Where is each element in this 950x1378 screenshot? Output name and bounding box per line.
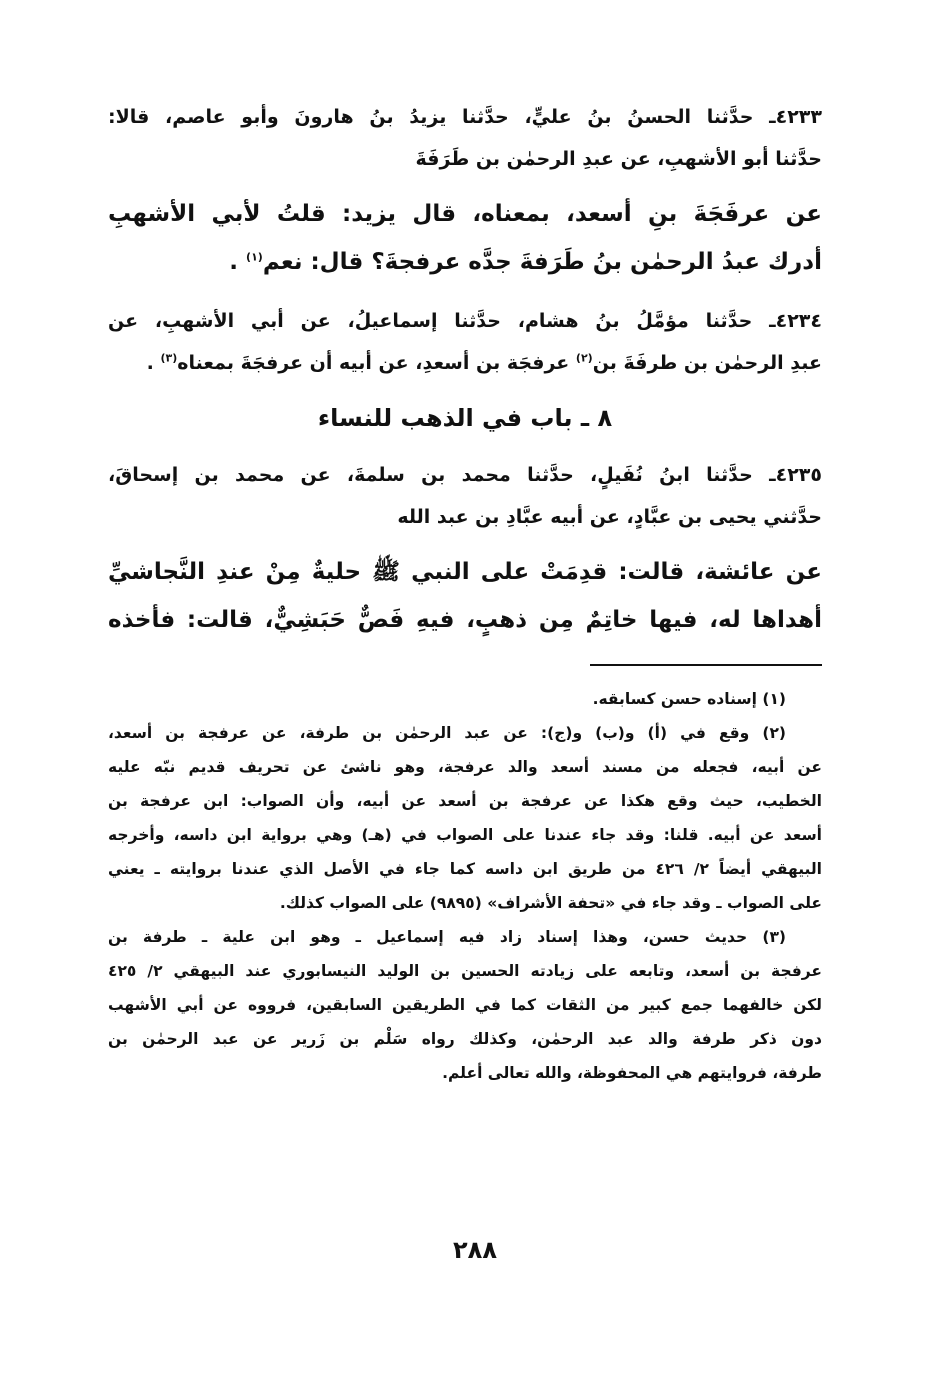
- isnad-text: عرفجَة بن أسعدِ، عن أبيه أن عرفجَةَ بمعناه: [177, 352, 576, 374]
- page-body: [108, 96, 822, 1090]
- matn-line: أهداها له، فيها خاتِمٌ مِن ذهبٍ، فيهِ فَصٌّ حَبَشِيٌّ، قالت: فأخذه: [108, 607, 822, 633]
- footnote-2-line: الخطيب، حيث وقع هكذا عن عرفجة بن أسعد عن أبيه، وأن الصواب: ابن عرفجة بن: [108, 792, 822, 810]
- footnote-2-line: عن أبيه، فجعله من مسند أسعد والد عرفجة، وهو ناشئ عن تحريف قديم نبّه عليه: [108, 758, 822, 776]
- footnote-divider: [590, 664, 822, 666]
- isnad-line: حدَّثنا أبو الأشهبِ، عن عبدِ الرحمٰن بن طَرَفَةَ: [415, 148, 822, 170]
- footnote-3-line: عرفجة بن أسعد، وتابعه على زيادته الحسين بن الوليد النيسابوري عند البيهقي ٢/ ٤٢٥: [108, 962, 822, 980]
- footnote-ref-2[interactable]: (٢): [575, 351, 593, 365]
- footnote-2-line: أسعد عن أبيه. قلنا: وقد جاء عندنا على الصواب في (هـ) وهي برواية ابن داسه، وأخرجه: [108, 826, 822, 844]
- footnote-3-line: لكن خالفهما جمع كبير من الثقات كما في الطريقين السابقين، فرووه عن أبي الأشهب: [108, 996, 822, 1014]
- chapter-heading: ٨ ـ باب في الذهب للنساء: [317, 404, 613, 432]
- hadith-4233: [108, 96, 822, 286]
- page-number: ٢٨٨: [453, 1236, 497, 1264]
- footnote-3-line: دون ذكر طرفة والد عبد الرحمٰن، وكذلك رواه سَلْم بن زَرير عن عبد الرحمٰن بن: [108, 1030, 822, 1048]
- footnote-3-line: (٣) حديث حسن، وهذا إسناد زاد فيه إسماعيل ـ وهو ابن علية ـ طرفة بن: [108, 928, 786, 946]
- isnad-line: حدَّثني يحيى بن عبَّادٍ، عن أبيه عبَّادِ بن عبد الله: [397, 506, 822, 528]
- matn-line: عن عرفَجَةَ بنِ أسعد، بمعناه، قال يزيد: قلتُ لأبي الأشهبِ: [108, 201, 822, 227]
- isnad-line: [108, 342, 822, 384]
- matn-end: .: [229, 249, 239, 275]
- hadith-4235: [108, 454, 822, 644]
- hadith-4234: [108, 300, 822, 384]
- footnote-ref-1[interactable]: (١): [246, 250, 263, 264]
- isnad-text: عبدِ الرحمٰن بن طرفَةَ بن: [592, 352, 822, 374]
- isnad-line: ٤٢٣٤ـ حدَّثنا مؤمَّلُ بنُ هشام، حدَّثنا إسماعيلُ، عن أبي الأشهبِ، عن: [108, 310, 822, 332]
- footnote-2-line: البيهقي أيضاً ٢/ ٤٢٦ من طريق ابن داسه كما جاء في الأصل الذي عندنا بروايته ـ يعني: [108, 860, 822, 878]
- matn-line: عن عائشة، قالت: قدِمَتْ على النبي ﷺ حليةٌ مِنْ عندِ النَّجاشيِّ: [108, 559, 822, 585]
- footnote-1: (١) إسناده حسن كسابقه.: [592, 690, 786, 708]
- matn-text: أدرك عبدُ الرحمٰن بنُ طَرَفةَ جدَّه عرفجةَ؟ قال: نعم: [262, 249, 822, 275]
- isnad-end: .: [146, 352, 154, 374]
- isnad-line: ٤٢٣٣ـ حدَّثنا الحسنُ بنُ عليٍّ، حدَّثنا يزيدُ بنُ هارونَ وأبو عاصم، قالا:: [108, 106, 822, 128]
- footnote-2-line: على الصواب ـ وقد جاء في «تحفة الأشراف» (٩٨٩٥) على الصواب كذلك.: [279, 894, 822, 912]
- isnad-line: ٤٢٣٥ـ حدَّثنا ابنُ نُفَيلٍ، حدَّثنا محمد بن سلمةَ، عن محمد بن إسحاقَ،: [108, 464, 822, 486]
- footnote-2-line: (٢) وقع في (أ) و(ب) و(ج): عن عبد الرحمٰن بن طرفة، عن عرفجة بن أسعد،: [108, 724, 786, 742]
- matn-line: [108, 238, 822, 286]
- footnote-3-line: طرفة، فروايتهم هي المحفوظة، والله تعالى أعلم.: [442, 1064, 822, 1082]
- footnote-ref-3[interactable]: (٣): [160, 351, 178, 365]
- footnotes: [108, 682, 822, 1090]
